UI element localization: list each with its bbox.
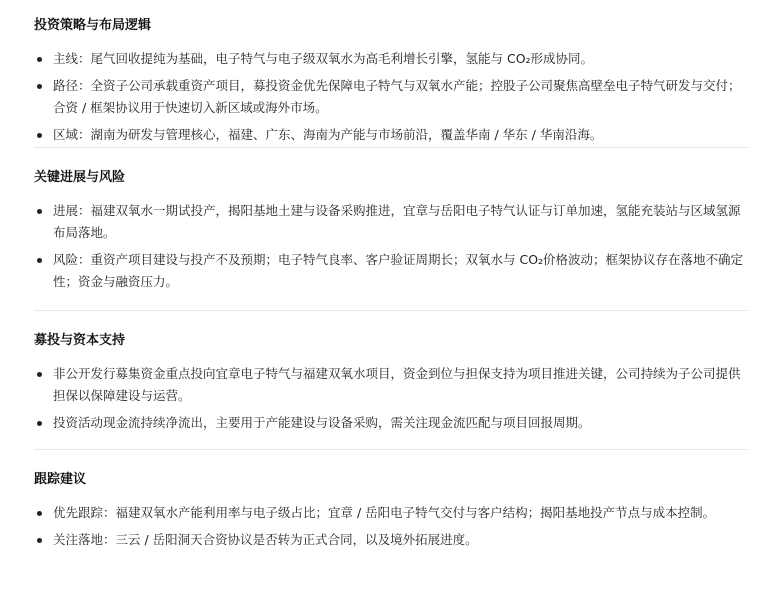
list-item: 风险：重资产项目建设与投产不及预期；电子特气良率、客户验证周期长；双氧水与 CO₂价格波动；框架协议存在落地不确定性；资金与融资压力。 xyxy=(34,249,748,293)
section-progress-risk xyxy=(34,148,748,311)
section-investment-strategy xyxy=(34,0,748,148)
bullet-list xyxy=(34,48,748,146)
section-title: 募投与资本支持 xyxy=(34,333,126,348)
list-item: 路径：全资子公司承载重资产项目，募投资金优先保障电子特气与双氧水产能；控股子公司聚焦高壁垒电子特气研发与交付；合资 / 框架协议用于快速切入新区域或海外市场。 xyxy=(34,75,748,119)
section-title: 投资策略与布局逻辑 xyxy=(34,18,152,33)
list-item: 进展：福建双氧水一期试投产，揭阳基地土建与设备采购推进，宜章与岳阳电子特气认证与订单加速，氢能充装站与区域氢源布局落地。 xyxy=(34,200,748,244)
list-item: 区域：湖南为研发与管理核心，福建、广东、海南为产能与市场前沿，覆盖华南 / 华东 / 华南沿海。 xyxy=(34,124,748,146)
bullet-list xyxy=(34,363,748,434)
section-title: 关键进展与风险 xyxy=(34,170,126,185)
section-tracking-advice xyxy=(34,450,748,598)
section-title: 跟踪建议 xyxy=(34,472,87,487)
bullet-list xyxy=(34,502,748,551)
list-item: 主线：尾气回收提纯为基础，电子特气与电子级双氧水为高毛利增长引擎，氢能与 CO₂形成协同。 xyxy=(34,48,748,70)
list-item: 投资活动现金流持续净流出，主要用于产能建设与设备采购，需关注现金流匹配与项目回报周期。 xyxy=(34,412,748,434)
list-item: 关注落地：三云 / 岳阳洞天合资协议是否转为正式合同，以及境外拓展进度。 xyxy=(34,529,748,551)
list-item: 非公开发行募集资金重点投向宜章电子特气与福建双氧水项目，资金到位与担保支持为项目推进关键，公司持续为子公司提供担保以保障建设与运营。 xyxy=(34,363,748,407)
section-capital-support xyxy=(34,311,748,450)
bullet-list xyxy=(34,200,748,293)
list-item: 优先跟踪：福建双氧水产能利用率与电子级占比；宜章 / 岳阳电子特气交付与客户结构；揭阳基地投产节点与成本控制。 xyxy=(34,502,748,524)
